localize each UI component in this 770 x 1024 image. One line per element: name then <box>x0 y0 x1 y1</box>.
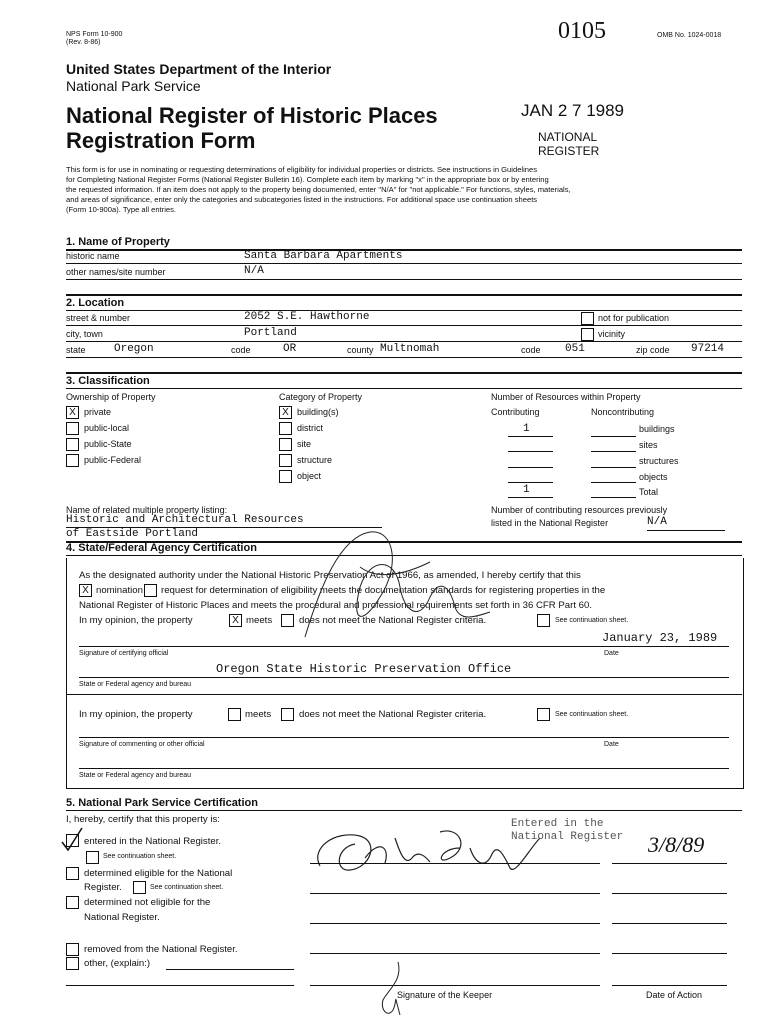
other-checkbox[interactable] <box>66 957 79 970</box>
meets-label: meets <box>246 615 273 626</box>
section-classification-heading: 3. Classification <box>66 375 150 387</box>
keeper-line <box>310 893 600 894</box>
contrib-line <box>508 451 553 452</box>
historic-name-field[interactable]: Santa Barbara Apartments <box>244 250 403 262</box>
category-district-checkbox[interactable] <box>279 422 292 435</box>
divider <box>66 357 742 358</box>
nps-certify-label: I, hereby, certify that this property is: <box>66 814 220 825</box>
cert-date-label: Date <box>604 650 619 657</box>
not-for-publication-checkbox[interactable] <box>581 312 594 325</box>
category-structure-checkbox[interactable] <box>279 454 292 467</box>
divider <box>66 341 742 342</box>
form-number: NPS Form 10-900 <box>66 31 123 38</box>
date-line <box>612 923 727 924</box>
county-label: county <box>347 345 374 355</box>
opinion-does-not-meet-label: does not meet the National Register criteria. <box>299 709 487 720</box>
not-eligible-label-1: determined not eligible for the <box>84 897 211 908</box>
cert-line-2: request for determination of eligibility meets the documentation standards for registering properties in the <box>161 585 606 596</box>
entered-stamp-line1: Entered in the <box>511 818 604 830</box>
cert-opinion-prefix: In my opinion, the property <box>79 615 193 626</box>
request-determination-checkbox[interactable] <box>144 584 157 597</box>
date-line <box>612 863 727 864</box>
ownership-title: Ownership of Property <box>66 392 156 402</box>
signature-line <box>79 768 729 769</box>
noncontributing-header: Noncontributing <box>591 407 655 417</box>
buildings-contributing[interactable]: 1 <box>523 423 530 435</box>
commenting-date-label: Date <box>604 741 619 748</box>
other-explain-line <box>66 985 294 986</box>
divider <box>66 325 742 326</box>
date-of-action-label: Date of Action <box>646 990 703 1000</box>
street-label: street & number <box>66 313 131 323</box>
city-label: city, town <box>66 329 103 339</box>
keeper-signature-label: Signature of the Keeper <box>397 990 493 1000</box>
not-for-publication-label: not for publication <box>598 313 670 323</box>
previously-listed-label-2: listed in the National Register <box>491 518 609 528</box>
signature-line <box>79 677 729 678</box>
code-label: code <box>231 345 251 355</box>
vicinity-label: vicinity <box>598 329 626 339</box>
category-option: object <box>297 471 322 481</box>
section-name-heading: 1. Name of Property <box>66 236 170 248</box>
department: United States Department of the Interior <box>66 61 332 77</box>
county-field[interactable]: Multnomah <box>380 343 440 355</box>
category-site-checkbox[interactable] <box>279 438 292 451</box>
resource-row-label: Total <box>639 487 659 497</box>
related-listing-value-1[interactable]: Historic and Architectural Resources <box>66 514 304 526</box>
see-continuation-checkbox[interactable] <box>537 614 550 627</box>
instructions-line: for Completing National Register Forms (National Register Bulletin 16). Complete each item by marking "x" in the appropriate box or by entering <box>66 175 549 184</box>
category-option: building(s) <box>297 407 339 417</box>
determined-eligible-label-2: Register. <box>84 882 122 893</box>
category-option: structure <box>297 455 333 465</box>
county-code-field[interactable]: 051 <box>565 343 585 355</box>
received-stamp-line2: REGISTER <box>538 144 600 158</box>
county-code-label: code <box>521 345 541 355</box>
instructions-line: the requested information. If an item does not apply to the property being documented, enter "N/A" for "not applicable." For functions, styles, materials, <box>66 185 571 194</box>
total-contributing[interactable]: 1 <box>523 484 530 496</box>
resource-row-label: structures <box>639 456 679 466</box>
removed-label: removed from the National Register. <box>84 944 238 955</box>
entered-see-continuation-label: See continuation sheet. <box>103 853 177 860</box>
divider <box>66 263 742 264</box>
commenting-signature-label: Signature of commenting or other official <box>79 741 205 748</box>
cert-signature-label: Signature of certifying official <box>79 650 169 657</box>
contrib-line <box>508 482 553 483</box>
not-eligible-checkbox[interactable] <box>66 896 79 909</box>
opinion-meets-label: meets <box>245 709 272 720</box>
ownership-private-checkbox[interactable]: X <box>66 406 79 419</box>
nomination-label: nomination <box>96 585 143 596</box>
stamp-number: 0105 <box>558 18 606 44</box>
keeper-line <box>310 953 600 954</box>
vicinity-checkbox[interactable] <box>581 328 594 341</box>
opinion-see-continuation-checkbox[interactable] <box>537 708 550 721</box>
contrib-line <box>508 467 553 468</box>
divider <box>66 388 742 389</box>
resource-row-label: objects <box>639 472 668 482</box>
action-date[interactable]: 3/8/89 <box>648 832 705 857</box>
section-location-heading: 2. Location <box>66 297 125 309</box>
opinion-prefix: In my opinion, the property <box>79 709 193 720</box>
instructions-line: This form is for use in nominating or requesting determinations of eligibility for individual properties or districts. See instructions in Guidelines <box>66 165 538 174</box>
ownership-public-local-checkbox[interactable] <box>66 422 79 435</box>
agency-bureau-2-label: State or Federal agency and bureau <box>79 772 192 779</box>
page-title: National Register of Historic Places <box>66 103 438 128</box>
state-code-field[interactable]: OR <box>283 343 297 355</box>
certifying-signature <box>300 527 500 642</box>
signature-line <box>79 737 729 738</box>
street-field[interactable]: 2052 S.E. Hawthorne <box>244 311 370 323</box>
city-field[interactable]: Portland <box>244 327 297 339</box>
cert-line-3: National Register of Historic Places and meets the procedural and professional requirements set forth in 36 CFR Part 60. <box>79 600 592 611</box>
date-line <box>612 985 727 986</box>
category-option: district <box>297 423 324 433</box>
divider <box>66 694 742 695</box>
category-title: Category of Property <box>279 392 363 402</box>
agency-bureau-field[interactable]: Oregon State Historic Preservation Office <box>216 662 512 676</box>
check-mark-icon <box>60 826 86 854</box>
received-date-stamp: JAN 2 7 1989 <box>521 101 625 120</box>
meets-checkbox[interactable]: X <box>229 614 242 627</box>
ownership-public-federal-checkbox[interactable] <box>66 454 79 467</box>
nomination-checkbox[interactable]: X <box>79 584 92 597</box>
keeper-line <box>310 863 600 864</box>
noncontrib-line <box>591 467 636 468</box>
page-subtitle: Registration Form <box>66 128 256 153</box>
see-continuation-label: See continuation sheet. <box>555 617 629 624</box>
contrib-line <box>508 436 553 437</box>
opinion-see-continuation-label: See continuation sheet. <box>555 711 629 718</box>
noncontrib-line <box>591 482 636 483</box>
opinion-does-not-meet-checkbox[interactable] <box>281 708 294 721</box>
determined-eligible-checkbox[interactable] <box>66 867 79 880</box>
keeper-line <box>310 985 600 986</box>
date-line <box>612 953 727 954</box>
other-explain-line <box>166 969 294 970</box>
eligible-see-continuation-checkbox[interactable] <box>133 881 146 894</box>
ownership-option: public-local <box>84 423 130 433</box>
removed-checkbox[interactable] <box>66 943 79 956</box>
keeper-line <box>310 923 600 924</box>
divider <box>66 372 742 374</box>
related-listing-label: Name of related multiple property listing: <box>66 505 228 515</box>
state-label: state <box>66 345 86 355</box>
other-names-label: other names/site number <box>66 267 166 277</box>
section-certification-heading: 4. State/Federal Agency Certification <box>66 542 257 554</box>
noncontrib-line <box>591 497 636 498</box>
form-revision: (Rev. 8-86) <box>66 39 101 46</box>
opinion-meets-checkbox[interactable] <box>228 708 241 721</box>
noncontrib-line <box>591 436 636 437</box>
received-stamp-line1: NATIONAL <box>538 130 598 144</box>
entered-see-continuation-checkbox[interactable] <box>86 851 99 864</box>
not-eligible-label-2: National Register. <box>84 912 160 923</box>
does-not-meet-label: does not meet the National Register criteria. <box>299 615 487 626</box>
ownership-option: private <box>84 407 112 417</box>
entered-label: entered in the National Register. <box>84 836 222 847</box>
other-names-field[interactable]: N/A <box>244 265 264 277</box>
ownership-option: public-State <box>84 439 132 449</box>
zip-field[interactable]: 97214 <box>691 343 725 355</box>
resource-row-label: buildings <box>639 424 675 434</box>
ownership-public-state-checkbox[interactable] <box>66 438 79 451</box>
other-label: other, (explain:) <box>84 958 151 969</box>
instructions <box>66 165 746 215</box>
noncontrib-line <box>591 451 636 452</box>
signature-line <box>79 646 729 647</box>
divider <box>66 310 742 311</box>
state-field[interactable]: Oregon <box>114 343 154 355</box>
divider <box>66 279 742 280</box>
determined-eligible-label-1: determined eligible for the National <box>84 868 233 879</box>
instructions-line: (Form 10-900a). Type all entries. <box>66 205 177 214</box>
resources-title: Number of Resources within Property <box>491 392 641 402</box>
zip-label: zip code <box>636 345 670 355</box>
previously-listed-label-1: Number of contributing resources previously <box>491 505 668 515</box>
eligible-see-continuation-label: See continuation sheet. <box>150 884 224 891</box>
contributing-header: Contributing <box>491 407 540 417</box>
divider <box>66 810 742 811</box>
contrib-line <box>508 497 553 498</box>
previously-listed-value[interactable]: N/A <box>647 516 667 528</box>
agency-bureau-label: State or Federal agency and bureau <box>79 681 192 688</box>
instructions-line: and areas of significance, enter only the categories and subcategories listed in the instructions. For additional space use continuation sheets <box>66 195 538 204</box>
related-listing-value-2[interactable]: of Eastside Portland <box>66 528 199 540</box>
divider <box>66 249 742 251</box>
entered-stamp-line2: National Register <box>511 831 624 843</box>
historic-name-label: historic name <box>66 251 120 261</box>
category-buildings-checkbox[interactable]: X <box>279 406 292 419</box>
cert-date[interactable]: January 23, 1989 <box>602 631 718 645</box>
section-nps-heading: 5. National Park Service Certification <box>66 797 258 809</box>
ownership-option: public-Federal <box>84 455 142 465</box>
does-not-meet-checkbox[interactable] <box>281 614 294 627</box>
cert-line-1: As the designated authority under the National Historic Preservation Act of 1966, as amended, I hereby certify that this <box>79 570 581 581</box>
omb-number: OMB No. 1024-0018 <box>657 32 722 39</box>
service: National Park Service <box>66 78 201 94</box>
divider <box>66 294 742 296</box>
category-object-checkbox[interactable] <box>279 470 292 483</box>
divider <box>647 530 725 531</box>
resource-row-label: sites <box>639 440 658 450</box>
category-option: site <box>297 439 312 449</box>
date-line <box>612 893 727 894</box>
